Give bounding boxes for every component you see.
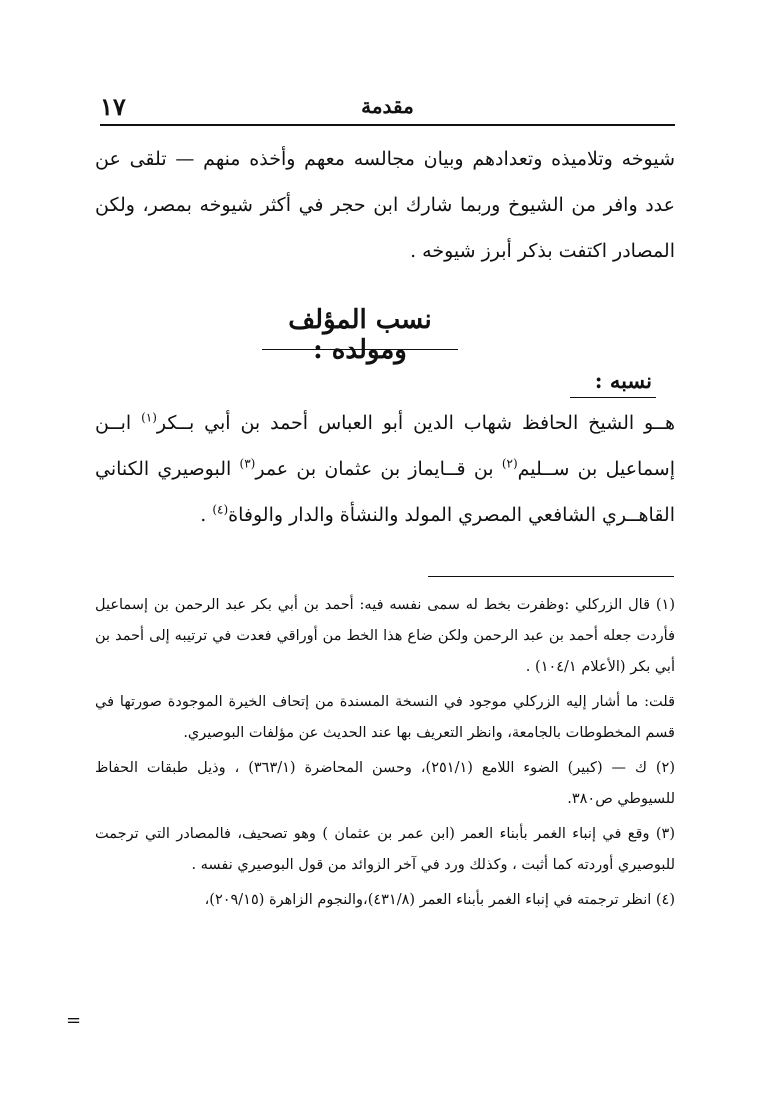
continuation-mark: = [66, 1010, 82, 1031]
page-number: ١٧ [100, 92, 126, 121]
lineage-part-1: هــو الشيخ الحافظ شهاب الدين أبو العباس أحمد بن أبي بــكر [156, 412, 675, 434]
running-title: مقدمة [361, 94, 414, 118]
intro-paragraph: شيوخه وتلاميذه وتعدادهم وبيان مجالسه معهم وأخذه منهم — تلقى عن عدد وافر من الشيوخ وربما شارك ابن حجر في أكثر شيوخه بمصر، ولكن المصادر اكتفت بذكر أبرز شيوخه . [95, 148, 675, 262]
subsection-underline [570, 397, 656, 398]
footnote-ref-1[interactable]: (١) [141, 410, 157, 425]
section-heading: نسب المؤلف ومولده : [288, 305, 432, 365]
footnote-1: (١) قال الزركلي :وظفرت بخط له سمى نفسه فيه: أحمد بن أبي بكر عبد الرحمن بن إسماعيل فأردت جعله أحمد بن عبد الرحمن ولكن ضاع هذا الخط من أوراقي فعدت في ترتيبه إلى أحمد بن أبي بكر (الأعلام ١٠٤/١) . [95, 597, 675, 675]
lineage-paragraph [95, 400, 675, 538]
footnote-ref-3[interactable]: (٣) [239, 456, 256, 471]
footnote-4: (٤) انظر ترجمته في إنباء الغمر بأبناء العمر (٤٣١/٨)،والنجوم الزاهرة (٢٠٩/١٥)، [204, 892, 675, 908]
footnote-ref-2[interactable]: (٢) [501, 456, 518, 471]
subsection-heading: نسبه : [594, 368, 652, 393]
footnote-3: (٣) وقع في إنباء الغمر بأبناء العمر (ابن عمر بن عثمان ) وهو تصحيف، فالمصادر التي ترجمت للبوصيري أوردته كما أثبت ، وكذلك ورد في آخر الزوائد من قول البوصيري نفسه . [95, 826, 675, 873]
lineage-part-4: البوصيري الكناني القاهــري الشافعي المصري المولد والنشأة والدار والوفاة [95, 458, 675, 526]
lineage-end: . [200, 504, 213, 526]
page-header [100, 92, 675, 122]
lineage-part-2: ابــن إسماعيل بن ســليم [95, 412, 675, 480]
footnote-1-note: قلت: ما أشار إليه الزركلي موجود في النسخة المسندة من إتحاف الخيرة الموجودة صورتها في قسم المخطوطات بالجامعة، وانظر التعريف بها عند الحديث عن مؤلفات البوصيري. [95, 694, 675, 741]
footnotes [95, 590, 675, 920]
header-rule [100, 124, 675, 126]
section-heading-underline [262, 349, 458, 350]
lineage-part-3: بن قــايماز بن عثمان بن عمر [255, 458, 494, 480]
footnote-2: (٢) ك — (كبير) الضوء اللامع (٢٥١/١)، وحسن المحاضرة (٣٦٣/١) ، وذيل طبقات الحفاظ للسيوطي ص٣٨٠. [95, 760, 676, 807]
lineage-text [95, 400, 675, 538]
footnote-ref-4[interactable]: (٤) [212, 502, 229, 517]
footnote-separator [428, 576, 674, 577]
